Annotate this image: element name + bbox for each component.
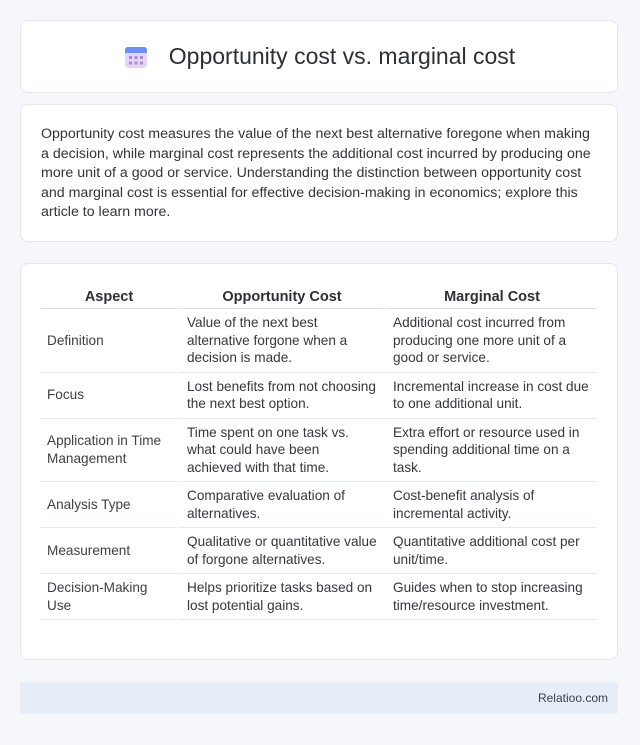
column-header: Opportunity Cost [177,284,383,309]
aspect-cell: Analysis Type [41,482,177,528]
opportunity-cost-cell: Time spent on one task vs. what could have been achieved with that time. [177,419,383,483]
aspect-cell: Application in Time Management [41,419,177,483]
marginal-cost-cell: Extra effort or resource used in spending additional time on a task. [383,419,597,483]
site-credit: Relatioo.com [537,691,608,705]
marginal-cost-cell: Quantitative additional cost per unit/time. [383,528,597,574]
marginal-cost-cell: Cost-benefit analysis of incremental activity. [383,482,597,528]
column-header: Aspect [41,284,177,309]
marginal-cost-cell: Guides when to stop increasing time/resource investment. [383,574,597,620]
aspect-cell: Focus [41,373,177,419]
comparison-card [20,263,618,660]
opportunity-cost-cell: Comparative evaluation of alternatives. [177,482,383,528]
intro-text: Opportunity cost measures the value of the next best alternative foregone when making a decision, while marginal cost represents the additional cost incurred by producing one more unit of a good or service. Understanding the distinction between opportunity cost and marginal cost is essential for effective decision-making in economics; explore this article to learn more. [41,126,591,220]
page-title: Opportunity cost vs. marginal cost [168,43,516,69]
table-header-row [41,284,597,309]
calendar-icon [123,44,149,70]
aspect-cell: Decision-Making Use [41,574,177,620]
table-row [41,482,597,528]
opportunity-cost-cell: Value of the next best alternative forgone when a decision is made. [177,309,383,373]
table-row [41,528,597,574]
aspect-cell: Measurement [41,528,177,574]
footer-bar [20,682,618,714]
opportunity-cost-cell: Lost benefits from not choosing the next best option. [177,373,383,419]
aspect-cell: Definition [41,309,177,373]
comparison-table [41,284,597,620]
column-header: Marginal Cost [383,284,597,309]
intro-card [20,104,618,242]
opportunity-cost-cell: Helps prioritize tasks based on lost potential gains. [177,574,383,620]
table-row [41,574,597,620]
table-row [41,309,597,373]
table-row [41,373,597,419]
marginal-cost-cell: Incremental increase in cost due to one additional unit. [383,373,597,419]
table-row [41,419,597,483]
title-card [20,20,618,93]
marginal-cost-cell: Additional cost incurred from producing one more unit of a good or service. [383,309,597,373]
opportunity-cost-cell: Qualitative or quantitative value of forgone alternatives. [177,528,383,574]
